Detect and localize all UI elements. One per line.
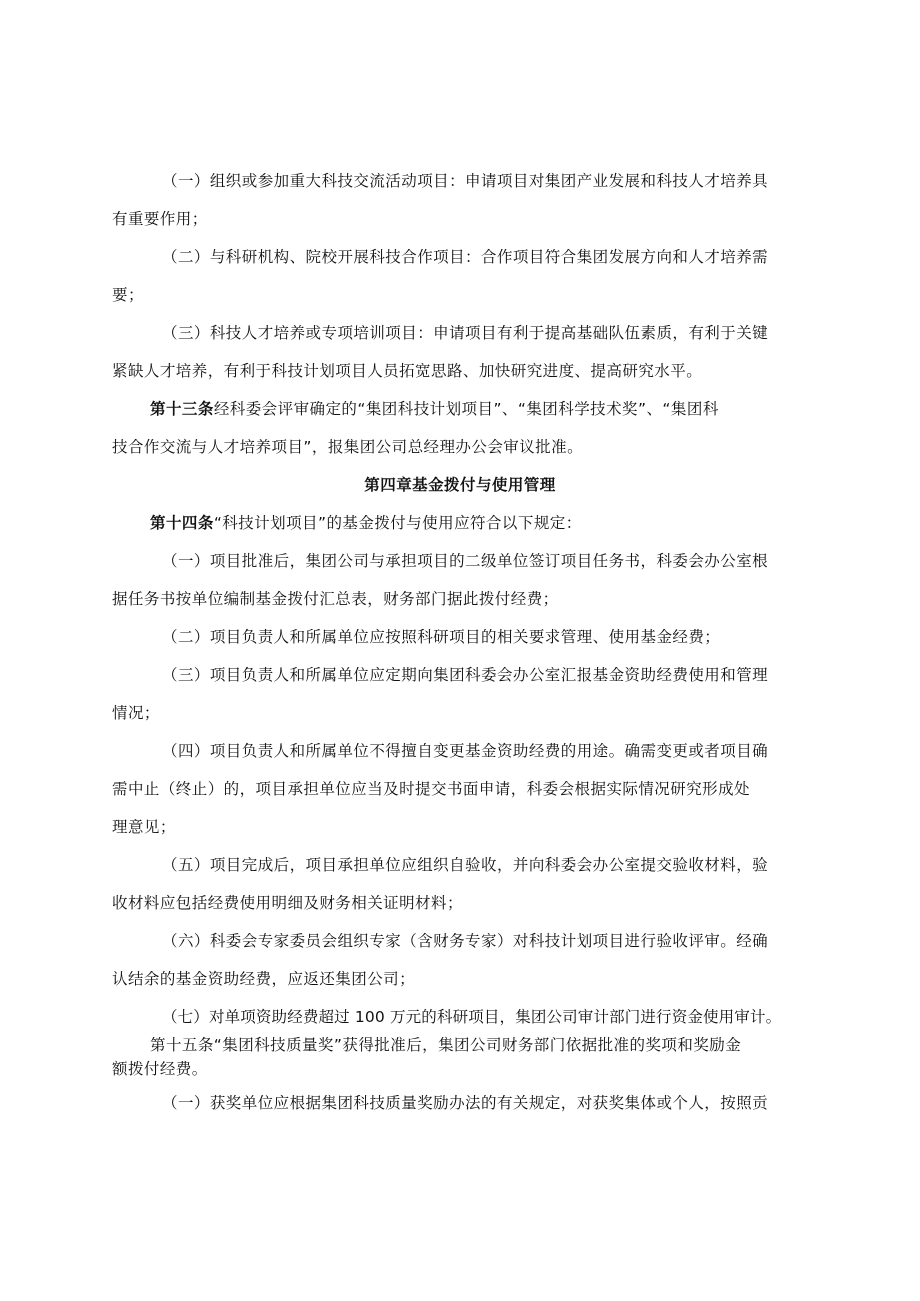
para-3-line-1: （三）科技人才培养或专项培训项目：申请项目有利于提高基础队伍素质，有利于关键 [162, 324, 769, 342]
para-2-line-1: （二）与科研机构、院校开展科技合作项目：合作项目符合集团发展方向和人才培养需 [162, 248, 769, 266]
article-13-text: 经科委会评审确定的“集团科技计划项目”、“集团科学技术奖”、“集团科 [213, 400, 719, 418]
article-14-item-6-line-2: 认结余的基金资助经费，应返还集团公司； [112, 970, 416, 988]
para-1-line-2: 有重要作用； [112, 210, 208, 228]
article-14-item-5-line-1: （五）项目完成后，项目承担单位应组织自验收，并向科委会办公室提交验收材料，验 [162, 856, 769, 874]
article-14-item-6-line-1: （六）科委会专家委员会组织专家（含财务专家）对科技计划项目进行验收评审。经确 [162, 932, 769, 950]
article-14-text: “科技计划项目”的基金拨付与使用应符合以下规定： [213, 514, 582, 532]
para-3-line-2: 紧缺人才培养，有利于科技计划项目人员拓宽思路、加快研究进度、提高研究水平。 [112, 362, 703, 380]
article-14-item-4-line-1: （四）项目负责人和所属单位不得擅自变更基金资助经费的用途。确需变更或者项目确 [162, 742, 769, 760]
article-15-line-1: 第十五条“集团科技质量奖”获得批准后，集团公司财务部门依据批准的奖项和奖励金 [150, 1036, 742, 1054]
article-14-item-4-line-3: 理意见； [112, 818, 176, 836]
article-14-line [150, 513, 582, 533]
article-14-item-3-line-1: （三）项目负责人和所属单位应定期向集团科委会办公室汇报基金资助经费使用和管理 [162, 666, 769, 684]
article-15-item-1: （一）获奖单位应根据集团科技质量奖励办法的有关规定，对获奖集体或个人，按照贡 [162, 1094, 769, 1112]
article-14-label: 第十四条 [150, 514, 214, 532]
article-13-line-1 [150, 399, 719, 419]
article-13-line-2: 技合作交流与人才培养项目”，报集团公司总经理办公会审议批准。 [112, 438, 584, 456]
article-14-item-1-line-2: 据任务书按单位编制基金拨付汇总表，财务部门据此拨付经费； [112, 590, 559, 608]
article-14-item-5-line-2: 收材料应包括经费使用明细及财务相关证明材料； [112, 894, 463, 912]
article-14-item-4-line-2: 需中止（终止）的，项目承担单位应当及时提交书面申请，科委会根据实际情况研究形成处 [112, 780, 751, 798]
article-14-item-1-line-1: （一）项目批准后，集团公司与承担项目的二级单位签订项目任务书，科委会办公室根 [162, 552, 769, 570]
chapter-4-heading: 第四章基金拨付与使用管理 [364, 476, 556, 494]
article-13-label: 第十三条 [150, 400, 214, 418]
article-14-item-2: （二）项目负责人和所属单位应按照科研项目的相关要求管理、使用基金经费； [162, 628, 721, 646]
para-2-line-2: 要； [112, 286, 144, 304]
para-1-line-1: （一）组织或参加重大科技交流活动项目：申请项目对集团产业发展和科技人才培养具 [162, 172, 769, 190]
article-14-item-3-line-2: 情况； [112, 704, 160, 722]
article-15-line-2: 额拨付经费。 [112, 1060, 208, 1078]
article-14-item-7: （七）对单项资助经费超过 100 万元的科研项目，集团公司审计部门进行资金使用审计。 [162, 1008, 782, 1026]
